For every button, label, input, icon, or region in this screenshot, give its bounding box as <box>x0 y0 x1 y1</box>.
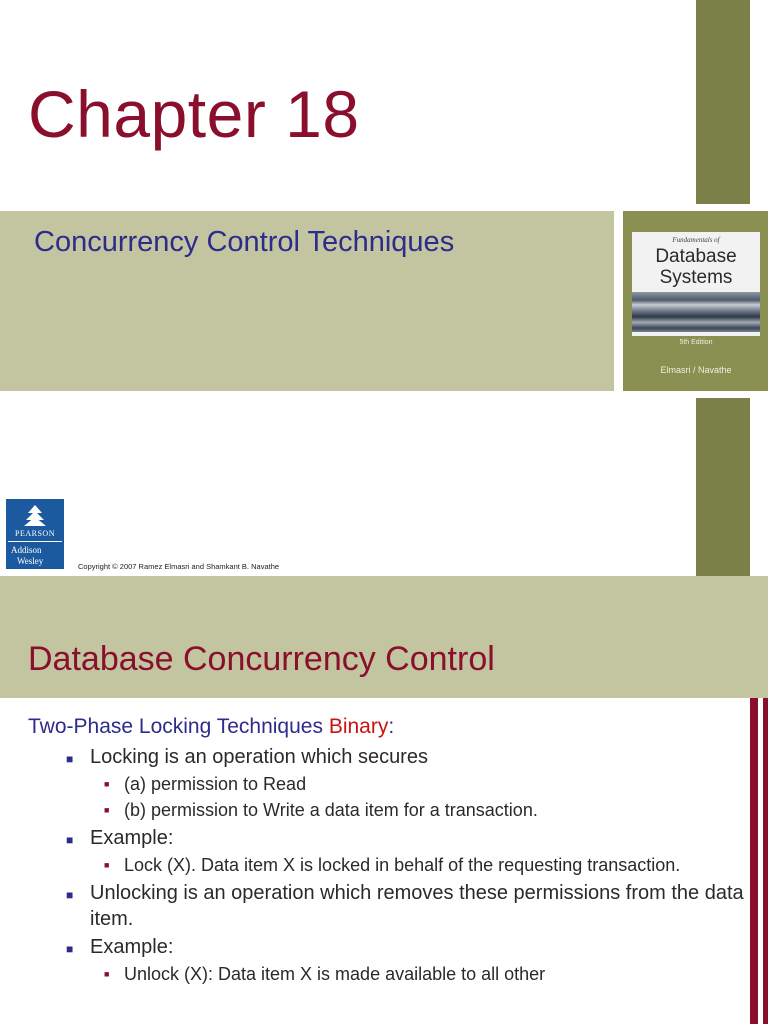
bullet-square-icon: ■ <box>66 833 74 847</box>
bullet-text: Unlock (X): Data item X is made available to all other <box>124 964 546 984</box>
chapter-title: Chapter 18 <box>28 77 360 151</box>
bullet-square-icon: ■ <box>66 942 74 956</box>
decorative-bar-top <box>696 0 750 204</box>
bullet-square-icon: ■ <box>66 888 74 902</box>
bullet-text: Unlocking is an operation which removes these permissions from the data item. <box>90 882 744 930</box>
pearson-divider <box>8 541 62 542</box>
slide-title: Database Concurrency Control <box>28 640 495 678</box>
decorative-stripe-edge <box>763 698 768 1024</box>
pearson-imprint-line1: Addison <box>11 545 42 555</box>
pearson-wordmark: PEARSON <box>15 529 55 538</box>
section-heading-text: Two-Phase Locking Techniques <box>28 715 323 738</box>
bullet-square-icon: ■ <box>104 969 110 979</box>
bullet-item <box>28 825 744 851</box>
bullet-text: Locking is an operation which secures <box>90 746 428 768</box>
sub-bullet-item <box>28 854 744 877</box>
section-heading-highlight: Binary <box>328 715 389 738</box>
bullet-text: Example: <box>90 827 174 849</box>
bullet-item <box>28 880 744 932</box>
bullet-item <box>28 744 744 770</box>
copyright-notice: Copyright © 2007 Ramez Elmasri and Shamkant B. Navathe <box>78 562 280 571</box>
decorative-stripe <box>750 698 758 1024</box>
bullet-square-icon: ■ <box>66 752 74 766</box>
sub-bullet-item <box>28 773 744 796</box>
slide-subtitle: Concurrency Control Techniques <box>34 226 455 258</box>
pearson-tree-icon <box>6 503 64 527</box>
bullet-item <box>28 934 744 960</box>
book-cover-edition: 5th Edition <box>679 339 713 346</box>
sub-bullet-item <box>28 963 744 986</box>
bullet-text: (b) permission to Write a data item for a transaction. <box>124 800 538 820</box>
pearson-imprint-line2: Wesley <box>17 556 44 566</box>
bullet-square-icon: ■ <box>104 805 110 815</box>
decorative-bar-bottom <box>696 398 750 576</box>
slide-body <box>28 712 744 989</box>
slide-header-band <box>0 576 768 698</box>
bullet-text: (a) permission to Read <box>124 774 307 794</box>
bullet-square-icon: ■ <box>104 860 110 870</box>
bullet-square-icon: ■ <box>104 779 110 789</box>
sub-bullet-item <box>28 799 744 822</box>
bullet-text: Lock (X). Data item X is locked in behalf of the requesting transaction. <box>124 855 681 875</box>
bullet-text: Example: <box>90 936 174 958</box>
book-cover-prefix: Fundamentals of <box>672 236 720 244</box>
book-cover-artwork <box>632 292 760 332</box>
bullet-list <box>28 744 744 986</box>
book-cover-title-line1: Database <box>655 246 737 267</box>
section-heading-suffix: : <box>388 715 395 738</box>
section-heading <box>28 712 744 742</box>
book-cover-title-line2: Systems <box>659 267 733 288</box>
book-cover-authors: Elmasri / Navathe <box>660 365 732 375</box>
